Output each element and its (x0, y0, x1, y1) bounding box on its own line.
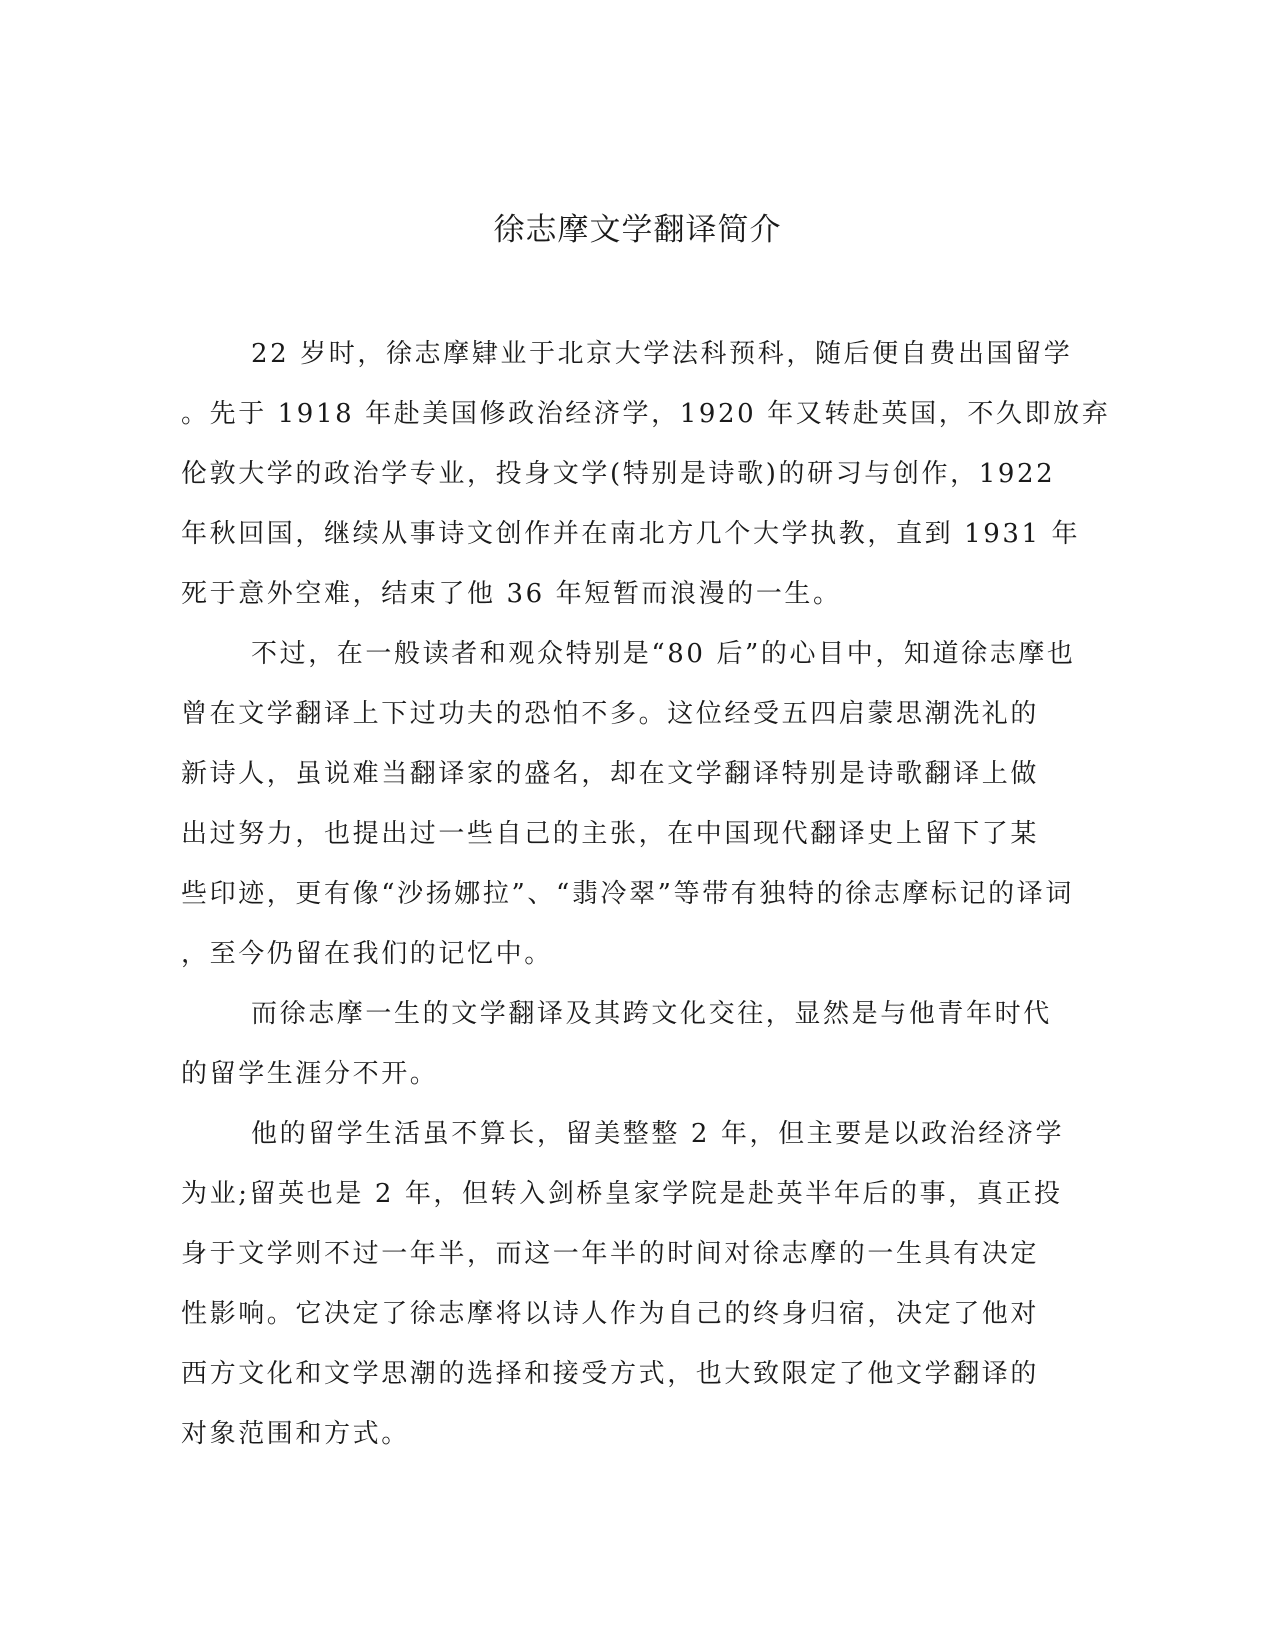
text-line: 。先于 1918 年赴美国修政治经济学，1920 年又转赴英国，不久即放弃 (181, 399, 1111, 429)
text-line: 的留学生涯分不开。 (181, 1059, 439, 1089)
paragraph-3 (181, 984, 1052, 1104)
text-line: 西方文化和文学思潮的选择和接受方式，也大致限定了他文学翻译的 (181, 1359, 1040, 1389)
text-line: 22 岁时，徐志摩肄业于北京大学法科预科，随后便自费出国留学 (251, 339, 1073, 369)
paragraph-4 (181, 1104, 1065, 1464)
text-line: 为业;留英也是 2 年，但转入剑桥皇家学院是赴英半年后的事，真正投 (181, 1179, 1063, 1209)
text-line: ，至今仍留在我们的记忆中。 (181, 939, 553, 969)
text-line: 出过努力，也提出过一些自己的主张，在中国现代翻译史上留下了某 (181, 819, 1040, 849)
text-line: 不过，在一般读者和观众特别是“80 后”的心目中，知道徐志摩也 (251, 639, 1076, 669)
text-line: 新诗人，虽说难当翻译家的盛名，却在文学翻译特别是诗歌翻译上做 (181, 759, 1040, 789)
text-line: 伦敦大学的政治学专业，投身文学(特别是诗歌)的研习与创作，1922 (181, 459, 1056, 489)
text-line: 曾在文学翻译上下过功夫的恐怕不多。这位经受五四启蒙思潮洗礼的 (181, 699, 1040, 729)
text-line: 身于文学则不过一年半，而这一年半的时间对徐志摩的一生具有决定 (181, 1239, 1040, 1269)
text-line: 性影响。它决定了徐志摩将以诗人作为自己的终身归宿，决定了他对 (181, 1299, 1040, 1329)
text-line: 对象范围和方式。 (181, 1419, 410, 1449)
text-line: 死于意外空难，结束了他 36 年短暂而浪漫的一生。 (181, 579, 842, 609)
paragraph-1 (181, 324, 1111, 624)
document-body (181, 324, 1111, 1464)
paragraph-2 (181, 624, 1076, 984)
text-line: 些印迹，更有像“沙扬娜拉”、“翡冷翠”等带有独特的徐志摩标记的译词 (181, 879, 1074, 909)
text-line: 年秋回国，继续从事诗文创作并在南北方几个大学执教，直到 1931 年 (181, 519, 1081, 549)
document-title: 徐志摩文学翻译简介 (493, 212, 782, 248)
text-line: 而徐志摩一生的文学翻译及其跨文化交往，显然是与他青年时代 (251, 999, 1052, 1029)
text-line: 他的留学生活虽不算长，留美整整 2 年，但主要是以政治经济学 (251, 1119, 1065, 1149)
